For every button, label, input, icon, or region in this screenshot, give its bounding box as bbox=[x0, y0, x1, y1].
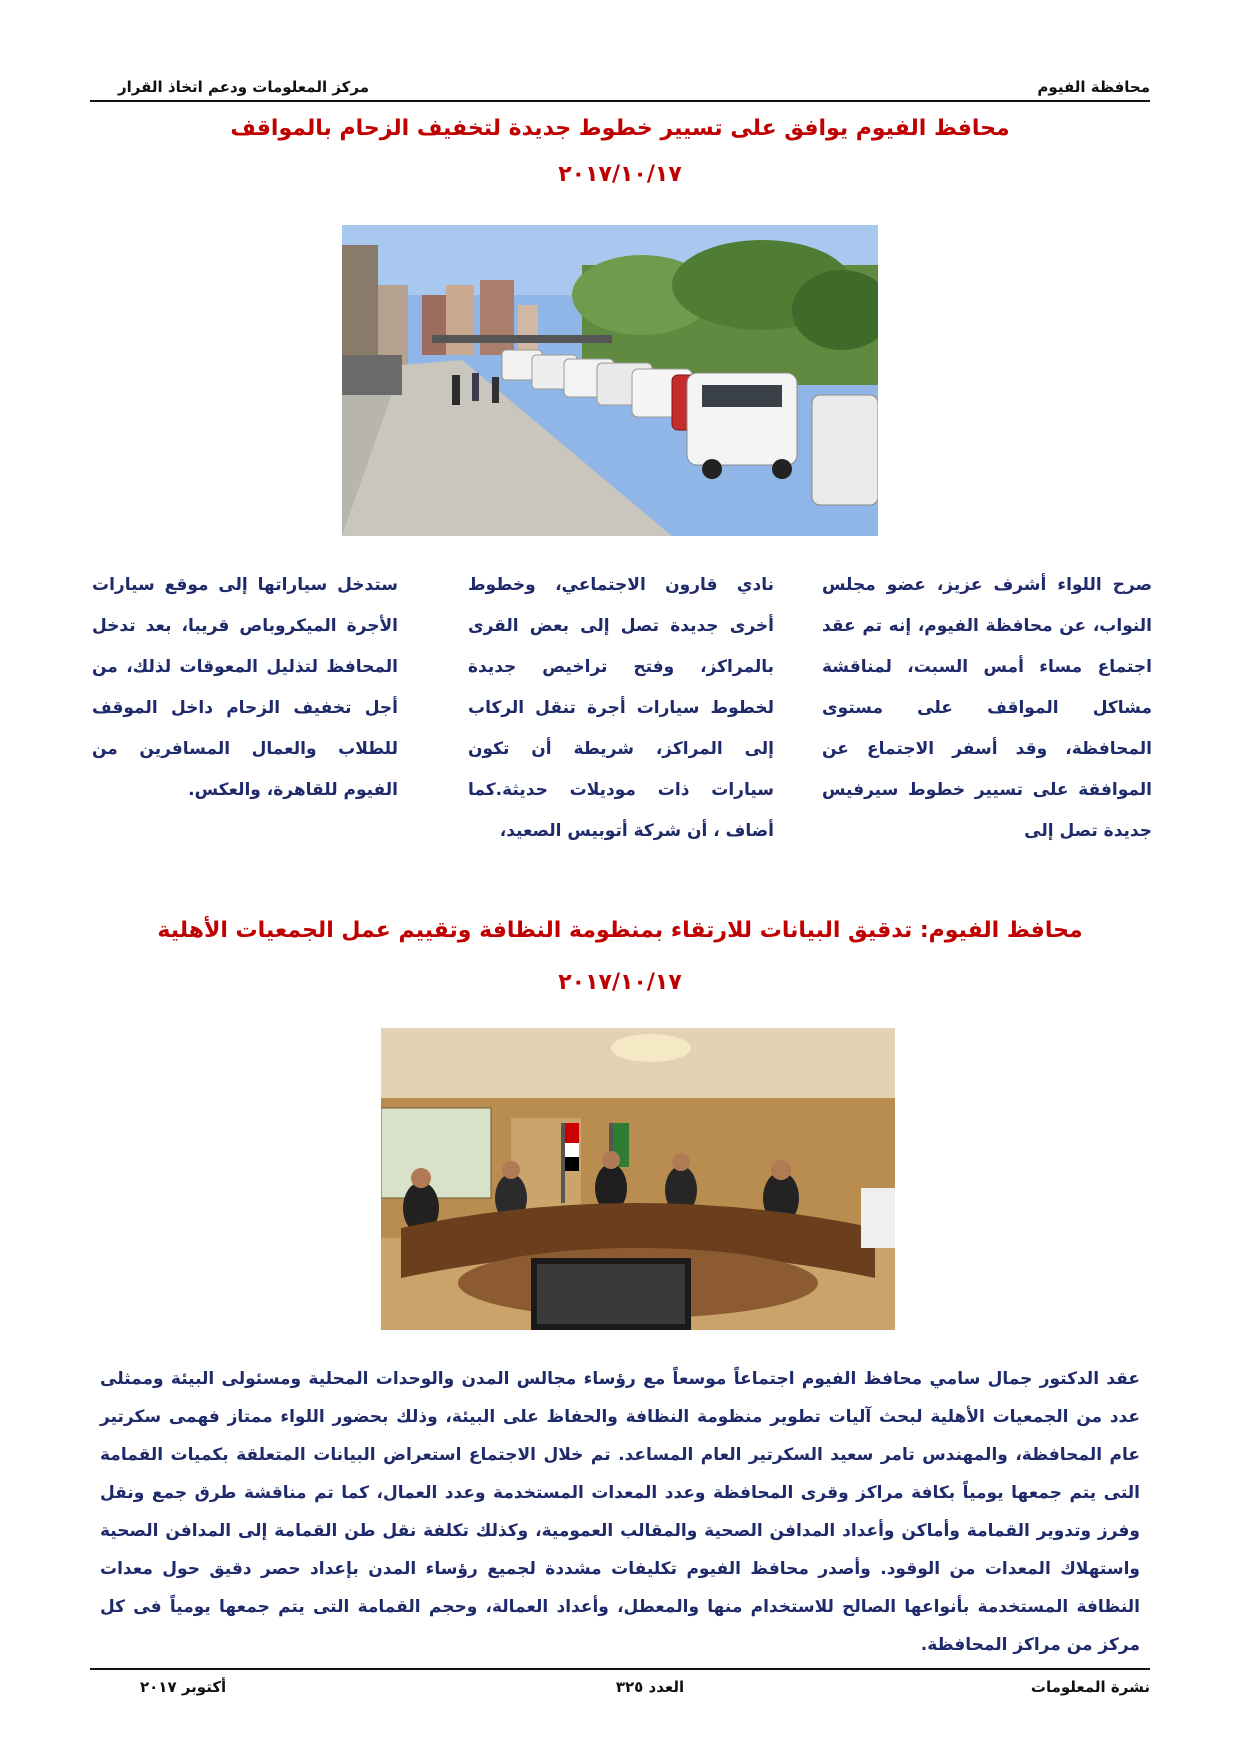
article1-title: محافظ الفيوم يوافق على تسيير خطوط جديدة لتخفيف الزحام بالمواقف bbox=[230, 116, 1010, 141]
article1-photo-microbus-station bbox=[342, 225, 878, 536]
article1-column-3 bbox=[92, 565, 398, 825]
article1-column-1 bbox=[822, 565, 1152, 841]
header-governorate: محافظة الفيوم bbox=[1037, 78, 1150, 96]
footer-bulletin-name: نشرة المعلومات bbox=[1030, 1678, 1150, 1696]
header-rule bbox=[90, 100, 1150, 102]
article2-body-text: عقد الدكتور جمال سامي محافظ الفيوم اجتماعاً موسعاً مع رؤساء مجالس المدن والوحدات المحلية ومسئولى البيئة وممثلى عدد من الجمعيات الأهلية لبحث آليات تطوير منظومة النظافة والحفاظ على البيئة، وذلك بحضور اللواء ممتاز فهمى سكرتير عام المحافظة، والمهندس تامر سعيد السكرتير العام المساعد. تم خلال الاجتماع استعراض البيانات المتعلقة بكميات القمامة التى يتم جمعها يومياً بكافة مراكز وقرى المحافظة وعدد المعدات المستخدمة وعدد العمال، كما تم مناقشة طرق جمع ونقل وفرز وتدوير القمامة وأماكن وأعداد المدافن الصحية والمقالب العمومية، وكذلك تكلفة نقل طن القمامة إلى المدافن الصحية واستهلاك المعدات من الوقود. وأصدر محافظ الفيوم تكليفات مشددة لجميع رؤساء المدن بإعداد حصر دقيق حول معدات النظافة المستخدمة بأنواعها الصالح للاستخدام منها والمعطل، وأعداد العمالة، وحجم القمامة التى يتم جمعها يومياً فى كل مركز من مراكز المحافظة. bbox=[100, 1369, 1140, 1655]
article1-column-3-text: ستدخل سياراتها إلى موقع سيارات الأجرة الميكروباص قريبا، بعد تدخل المحافظ لتذليل المعوقات لذلك، من أجل تخفيف الزحام داخل الموقف للطلاب والعمال المسافرين من الفيوم للقاهرة، والعكس. bbox=[92, 575, 398, 800]
article2-date: ٢٠١٧/١٠/١٧ bbox=[558, 970, 682, 995]
article2-title: محافظ الفيوم: تدقيق البيانات للارتقاء بمنظومة النظافة وتقييم عمل الجمعيات الأهلية bbox=[157, 918, 1083, 943]
footer-issue-date: أكتوبر ٢٠١٧ bbox=[140, 1678, 227, 1696]
article1-column-2-text: نادي قارون الاجتماعي، وخطوط أخرى جديدة تصل إلى بعض القرى بالمراكز، وفتح تراخيص جديدة لخطوط سيارات أجرة تنقل الركاب إلى المراكز، شريطة أن تكون سيارات ذات موديلات حديثة.كما أضاف ، أن شركة أتوبيس الصعيد، bbox=[468, 575, 774, 841]
article2-photo-meeting bbox=[381, 1028, 895, 1330]
header-center-name: مركز المعلومات ودعم اتخاذ القرار bbox=[118, 78, 370, 96]
article1-column-2 bbox=[468, 565, 774, 841]
article2-body bbox=[100, 1360, 1140, 1664]
footer-rule bbox=[90, 1668, 1150, 1670]
meeting-room-illustration bbox=[381, 1028, 895, 1330]
article1-date: ٢٠١٧/١٠/١٧ bbox=[558, 162, 682, 187]
article1-column-1-text: صرح اللواء أشرف عزيز، عضو مجلس النواب، عن محافظة الفيوم، إنه تم عقد اجتماع مساء أمس السبت، لمناقشة مشاكل المواقف على مستوى المحافظة، وقد أسفر الاجتماع عن الموافقة على تسيير خطوط سيرفيس جديدة تصل إلى bbox=[822, 575, 1152, 841]
footer-issue-number: العدد ٣٢٥ bbox=[615, 1678, 685, 1696]
microbus-station-illustration bbox=[342, 225, 878, 536]
